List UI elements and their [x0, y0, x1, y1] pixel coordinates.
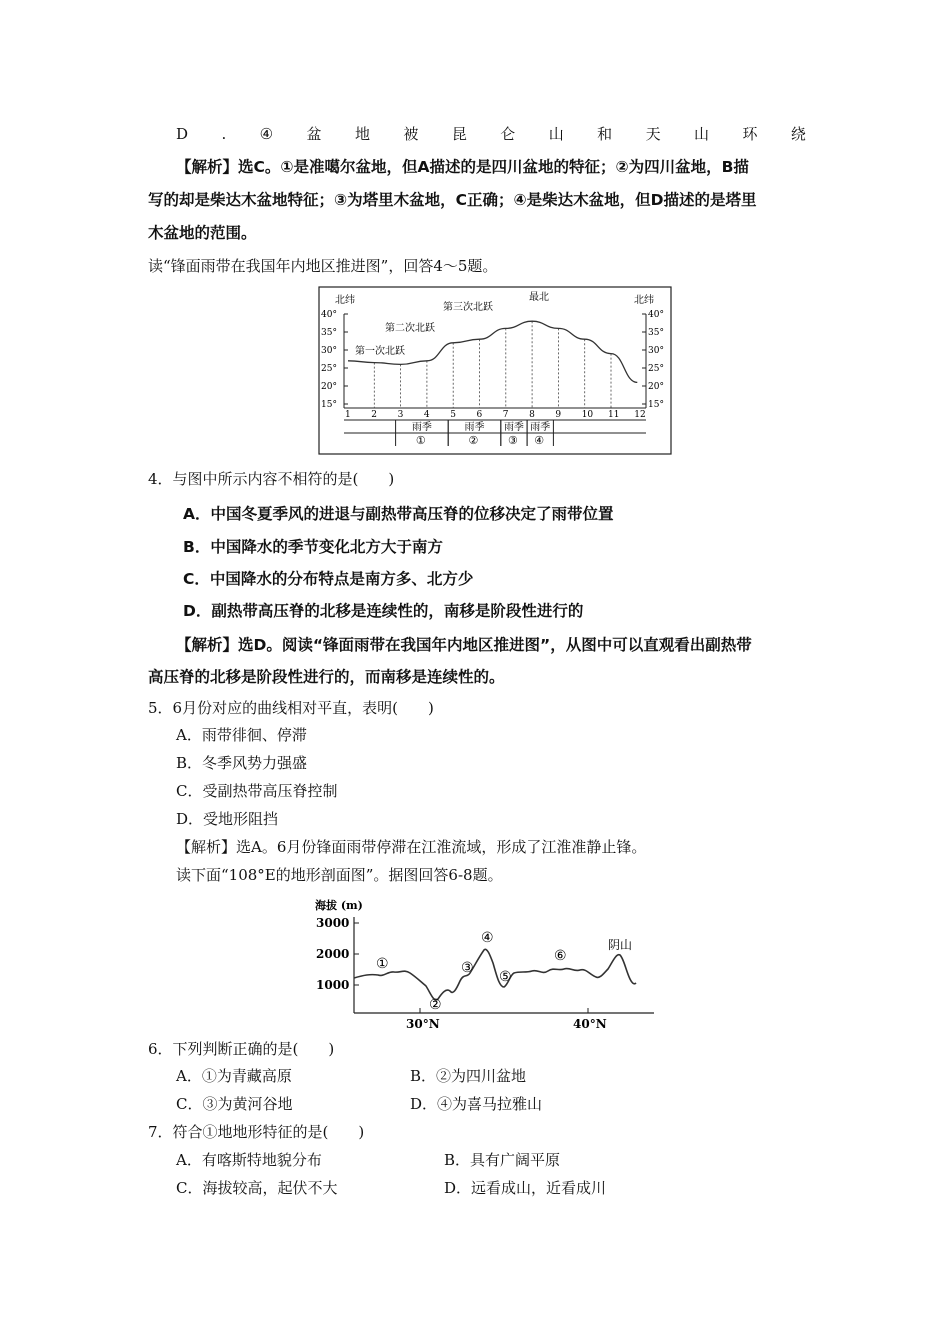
q7-option-d: D．远看成山，近看成川: [444, 1179, 607, 1197]
month-label: 9: [555, 410, 562, 420]
month-label: 12: [634, 410, 646, 420]
label-5: ⑤: [499, 969, 512, 985]
y-tick-3000: 3000: [316, 916, 350, 930]
char: 仑: [500, 125, 516, 143]
annotation-third-jump: 第三次北跃: [443, 302, 493, 313]
rain-belt-chart: [318, 286, 672, 456]
q5-option-c: C．受副热带高压脊控制: [176, 782, 338, 800]
season-number: ④: [534, 434, 545, 447]
x-tick-40n: 40°N: [573, 1017, 607, 1030]
month-labels: [345, 410, 646, 420]
mountain-label: 阴山: [608, 938, 633, 952]
q5-stem: 5．6月份对应的曲线相对平直，表明( ): [148, 699, 434, 717]
annotation-northmost: 最北: [529, 292, 549, 303]
q6-option-b: B．②为四川盆地: [410, 1067, 527, 1085]
char: 盆: [306, 125, 322, 143]
q7-option-b: B．具有广阔平原: [444, 1151, 561, 1169]
q4-option-d: D．副热带高压脊的北移是连续性的，南移是阶段性进行的: [183, 602, 584, 620]
y-tick-1000: 1000: [316, 978, 350, 992]
y-axis-title: 海拔 (m): [315, 899, 363, 912]
left-tick-label: 20°: [321, 382, 337, 392]
terrain-profile-chart: [312, 895, 662, 1030]
q6-stem: 6．下列判断正确的是( ): [148, 1040, 335, 1058]
q4-option-c: C．中国降水的分布特点是南方多、北方少: [183, 570, 474, 588]
q6-option-d: D．④为喜马拉雅山: [410, 1095, 543, 1113]
right-tick-label: 30°: [648, 346, 664, 356]
x-tick-30n: 30°N: [406, 1017, 440, 1030]
char: 昆: [451, 125, 467, 143]
char: 山: [694, 125, 710, 143]
char: D: [176, 125, 189, 143]
char: 和: [597, 125, 613, 143]
intro-6-8: 读下面“108°E的地形剖面图”。据图回答6-8题。: [176, 866, 503, 884]
month-label: 5: [450, 410, 456, 420]
char: .: [221, 125, 227, 143]
q4-stem: 4．与图中所示内容不相符的是( ): [148, 470, 395, 488]
left-tick-label: 35°: [321, 328, 337, 338]
label-2: ②: [429, 997, 442, 1013]
q5-option-b: B．冬季风势力强盛: [176, 754, 308, 772]
q6-option-c: C．③为黄河谷地: [176, 1095, 293, 1113]
label-1: ①: [376, 956, 389, 972]
label-3: ③: [461, 960, 474, 976]
month-label: 3: [397, 410, 404, 420]
q7-option-c: C．海拔较高，起伏不大: [176, 1179, 338, 1197]
month-label: 2: [371, 410, 378, 420]
label-4: ④: [481, 930, 494, 946]
season-number: ②: [468, 434, 479, 447]
q3-option-d: [176, 124, 806, 144]
q3-analysis-line2: 写的却是柴达木盆地特征；③为塔里木盆地，C正确；④是柴达木盆地，但D描述的是塔里: [148, 191, 757, 209]
month-label: 7: [502, 410, 509, 420]
season-label: 雨季: [464, 422, 485, 433]
char: 被: [403, 125, 419, 143]
month-label: 8: [529, 410, 535, 420]
label-6: ⑥: [554, 948, 567, 964]
char: 山: [548, 125, 564, 143]
q3-analysis-line3: 木盆地的范围。: [148, 224, 257, 242]
q5-option-a: A．雨带徘徊、停滞: [176, 726, 307, 744]
season-label: 雨季: [411, 422, 432, 433]
q4-option-b: B．中国降水的季节变化北方大于南方: [183, 538, 443, 556]
season-label: 雨季: [530, 422, 551, 433]
right-axis-title: 北纬: [634, 295, 654, 306]
right-tick-label: 25°: [648, 364, 664, 374]
y-tick-2000: 2000: [316, 947, 350, 961]
right-tick-label: 20°: [648, 382, 664, 392]
q3-analysis-line1: 【解析】选C。①是准噶尔盆地，但A描述的是四川盆地的特征；②为四川盆地，B描: [176, 158, 749, 176]
right-ticks: [642, 310, 664, 410]
annotation-first-jump: 第一次北跃: [355, 346, 405, 357]
season-label: 雨季: [503, 422, 524, 433]
month-label: 1: [345, 410, 351, 420]
left-tick-label: 15°: [321, 400, 337, 410]
left-tick-label: 40°: [321, 310, 337, 320]
char: 绕: [790, 125, 806, 143]
char: 天: [645, 125, 661, 143]
terrain-profile-line: [354, 949, 636, 1000]
q7-stem: 7．符合①地地形特征的是( ): [148, 1123, 365, 1141]
q6-option-a: A．①为青藏高原: [176, 1067, 292, 1085]
right-tick-label: 40°: [648, 310, 664, 320]
q5-option-d: D．受地形阻挡: [176, 810, 279, 828]
char: 环: [742, 125, 758, 143]
month-label: 6: [476, 410, 483, 420]
intro-4-5: 读“锋面雨带在我国年内地区推进图”，回答4～5题。: [148, 257, 498, 275]
month-label: 10: [581, 410, 594, 420]
char: ④: [259, 125, 274, 143]
right-tick-label: 15°: [648, 400, 664, 410]
season-number: ①: [415, 434, 426, 447]
left-axis-title: 北纬: [335, 295, 355, 306]
char: 地: [354, 125, 370, 143]
annotation-second-jump: 第二次北跃: [385, 323, 435, 334]
q4-option-a: A．中国冬夏季风的进退与副热带高压脊的位移决定了雨带位置: [183, 505, 614, 523]
month-label: 11: [608, 410, 620, 420]
q5-analysis: 【解析】选A。6月份锋面雨带停滞在江淮流域，形成了江淮准静止锋。: [176, 838, 647, 856]
q7-option-a: A．有喀斯特地貌分布: [176, 1151, 322, 1169]
q4-analysis-line1: 【解析】选D。阅读“锋面雨带在我国年内地区推进图”，从图中可以直观看出副热带: [176, 636, 752, 654]
left-tick-label: 25°: [321, 364, 337, 374]
left-tick-label: 30°: [321, 346, 337, 356]
month-label: 4: [423, 410, 430, 420]
season-number: ③: [507, 434, 518, 447]
right-tick-label: 35°: [648, 328, 664, 338]
q4-analysis-line2: 高压脊的北移是阶段性进行的，而南移是连续性的。: [148, 668, 505, 686]
